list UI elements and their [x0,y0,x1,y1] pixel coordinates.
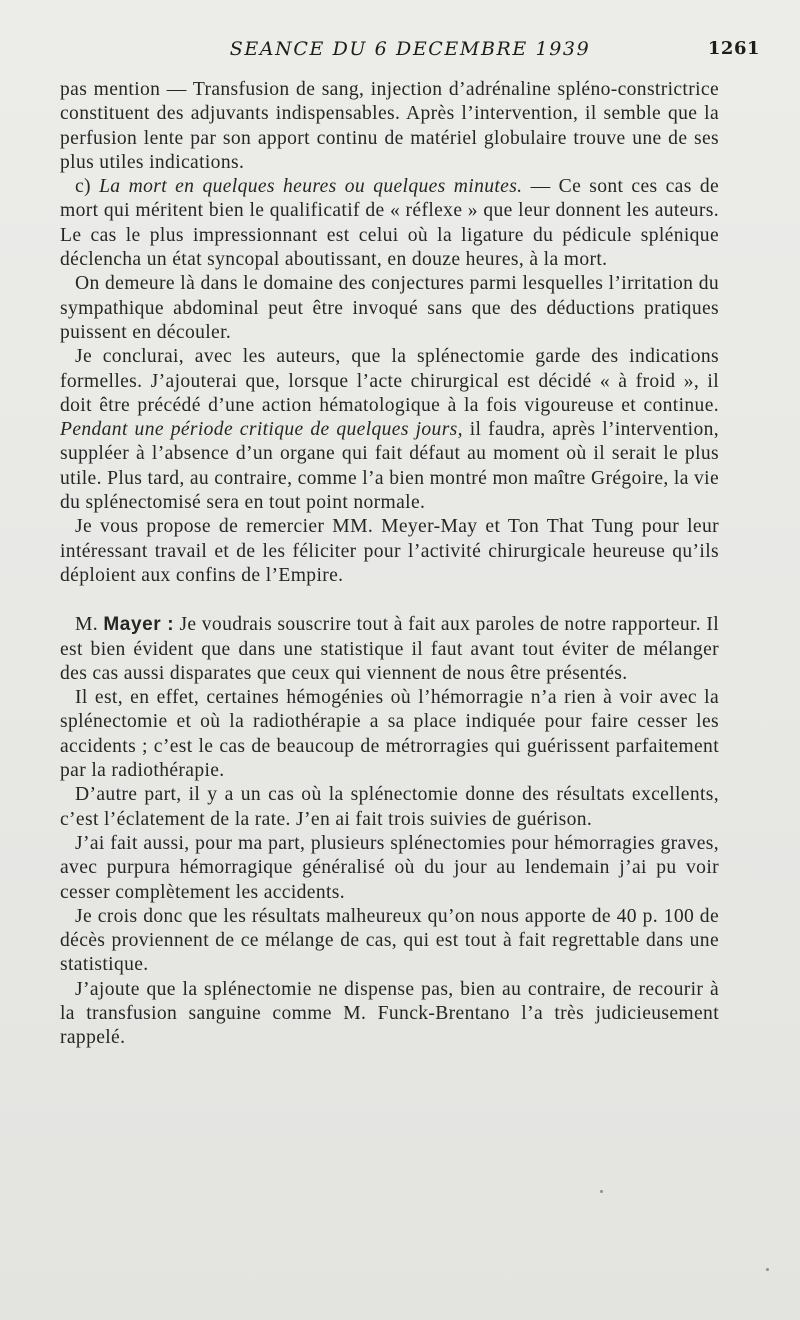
paragraph-text: Il est, en effet, certaines hémogénies où l’hémorragie n’a rien à voir avec la splénectomie et où la radiothérapie a sa place indiquée pour faire cesser les accidents ; c’est le cas de beaucoup de métrorragies qui guérissent parfaitement par la radiothérapie. [60,687,719,782]
paragraph-text: D’autre part, il y a un cas où la splénectomie donne des résultats excellents, c’est l’éclatement de la rate. J’en ai fait trois suivies de guérison. [60,784,719,830]
paragraph-severe-hemorrhage [60,832,719,905]
paragraph-sudden-death [60,175,719,272]
page-number: 1261 [707,38,760,59]
print-speck [766,1268,769,1271]
paragraph-text-after: il faudra, après l’intervention, suppléer à l’absence d’un organe qui fait défaut au moment où il serait le plus utile. Plus tard, au contraire, comme l’a bien montré mon maître Grégoire, la vie du splénectomisé sera en tout point normale. [60,419,719,514]
paragraph-text: On demeure là dans le domaine des conjectures parmi lesquelles l’irritation du sympathique abdominal peut être invoqué sans que des déductions pratiques puissent en découler. [60,273,719,343]
paragraph-transfusion [60,78,719,175]
header-title: SEANCE DU 6 DECEMBRE 1939 [229,38,591,60]
speaker-prefix: M. [75,614,99,636]
paragraph-conjectures [60,272,719,345]
paragraph-spleen-rupture [60,783,719,832]
paragraph-statistics [60,905,719,978]
paragraph-conclusion [60,345,719,515]
document-body [60,78,719,1051]
section-gap [60,588,719,613]
paragraph-hemogenies [60,686,719,783]
paragraph-text: J’ajoute que la splénectomie ne dispense pas, bien au contraire, de recourir à la transfusion sanguine comme M. Funck-Brentano l’a très judicieusement rappelé. [60,978,719,1049]
paragraph-text: Je crois donc que les résultats malheureux qu’on nous apporte de 40 p. 100 de décès proviennent de ce mélange de cas, qui est tout à fait regrettable dans une statistique. [60,905,719,976]
paragraph-text: — Ce sont ces cas de mort qui méritent bien le qualificatif de « réflexe » que leur donnent les auteurs. Le cas le plus impressionnant est celui où la ligature du pédicule splénique déclencha un état syncopal aboutissant, en douze heures, à la mort. [60,176,720,271]
paragraph-text: Je voudrais souscrire tout à fait aux paroles de notre rapporteur. Il est bien évident que dans une statistique il faut avant tout éviter de mélanger des cas aussi disparates que ceux qui viennent de nous être présentés. [60,614,719,684]
running-header [60,38,760,66]
section-label: c) [75,176,91,198]
print-speck [600,1190,603,1193]
section-heading-italic: La mort en quelques heures ou quelques minutes. [99,176,523,198]
paragraph-italic-phrase: Pendant une période critique de quelques jours, [60,419,463,441]
paragraph-text: Je vous propose de remercier MM. Meyer-May et Ton That Tung pour leur intéressant travail et de les féliciter pour l’activité chirurgicale heureuse qu’ils déploient aux confins de l’Empire. [60,516,719,586]
paragraph-thanks [60,515,719,588]
paragraph-text: pas mention — Transfusion de sang, injection d’adrénaline spléno-constrictrice constituent des adjuvants indispensables. Après l’intervention, il semble que la perfusion lente par son apport continu de matériel globulaire trouve une de ses plus utiles indications. [60,79,719,173]
paragraph-text-before: Je conclurai, avec les auteurs, que la splénectomie garde des indications formelles. J’ajouterai que, lorsque l’acte chirurgical est décidé « à froid », il doit être précédé d’une action hématologique à la fois vigoureuse et continue. [60,346,719,416]
speaker-name: Mayer : [103,614,175,636]
paragraph-transfusion-reminder [60,978,719,1051]
paragraph-mayer-intervention [60,613,719,686]
paragraph-text: J’ai fait aussi, pour ma part, plusieurs splénectomies pour hémorragies graves, avec purpura hémorragique généralisé où du jour au lendemain j’ai pu voir cesser complètement les accidents. [60,832,719,903]
